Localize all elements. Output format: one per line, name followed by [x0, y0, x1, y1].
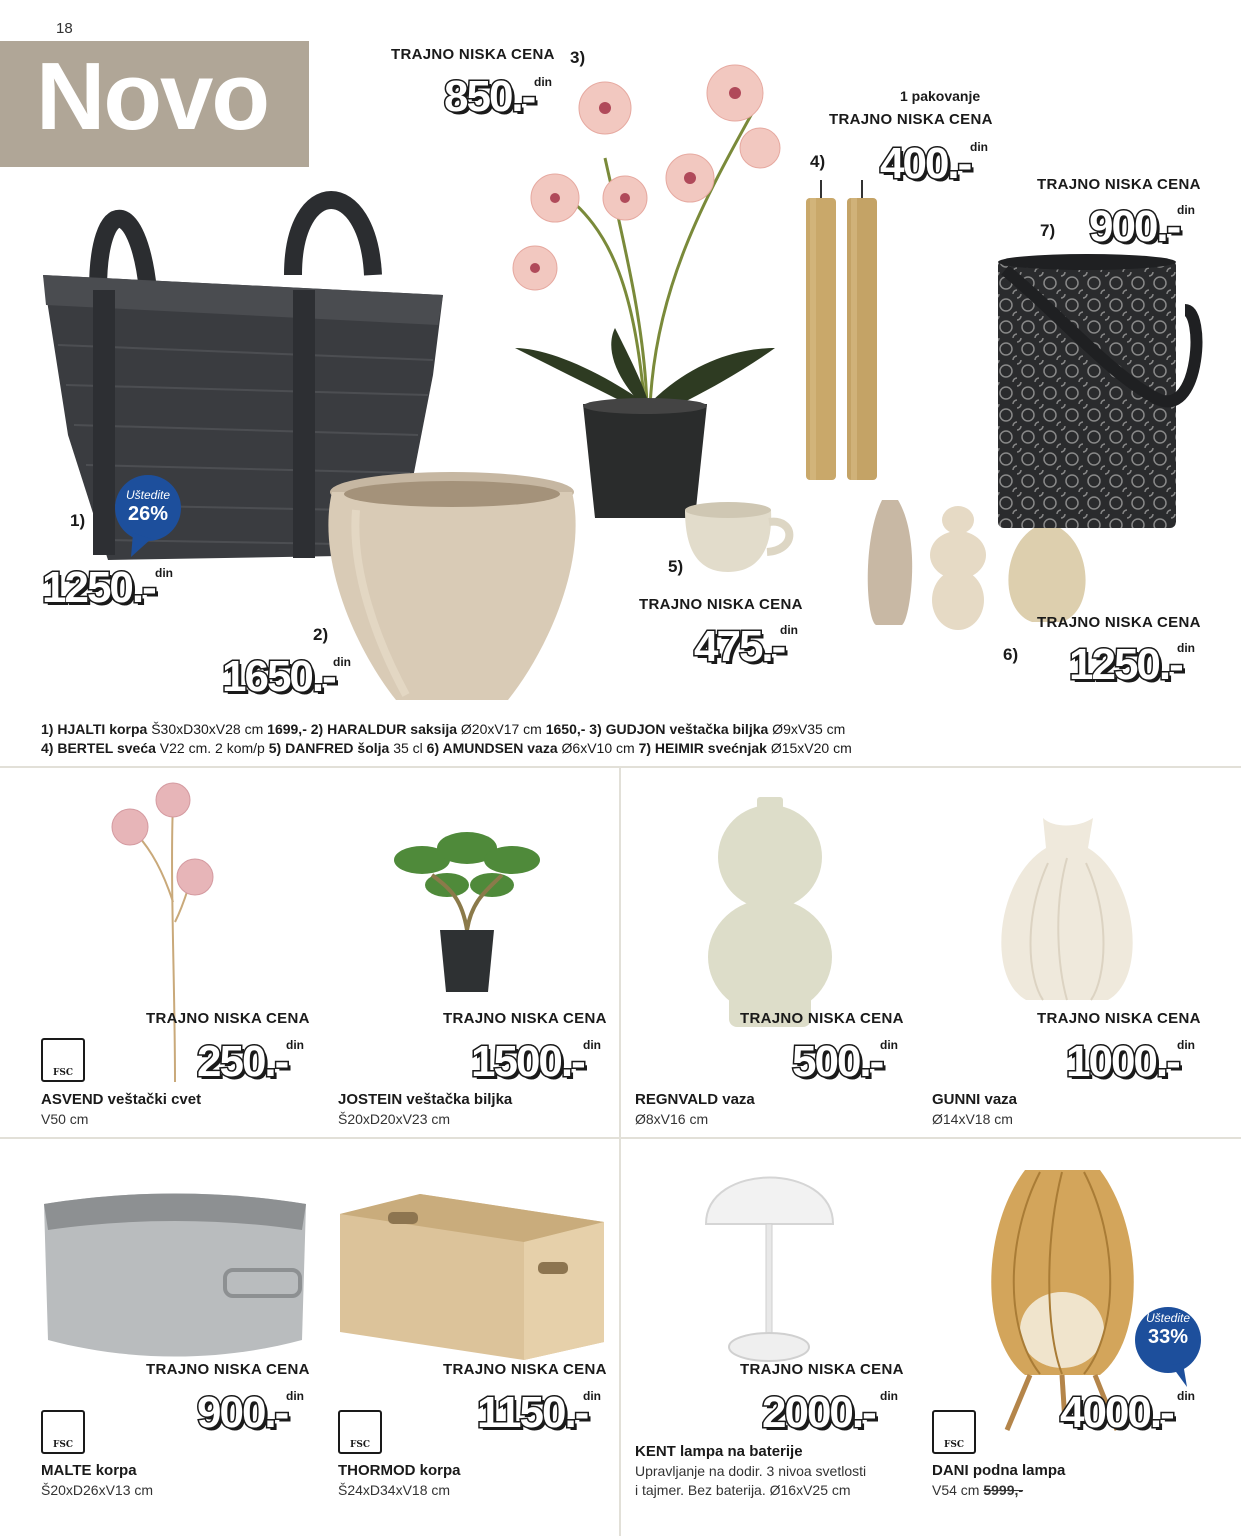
price-amundsen: 1250.- — [1069, 640, 1182, 689]
price-danfred: 475.- — [694, 622, 785, 671]
product-name-dani: DANI podna lampa — [932, 1462, 1066, 1479]
price-malte: 900.- — [197, 1388, 288, 1437]
product-dim-asvend: V50 cm — [41, 1111, 89, 1127]
kent-lamp-image — [702, 1152, 837, 1367]
price-dani: 4000.- — [1060, 1388, 1173, 1437]
bertel-candles-image — [800, 180, 885, 482]
tnc-label-7: TRAJNO NISKA CENA — [1037, 176, 1201, 193]
tnc-label-regnvald: TRAJNO NISKA CENA — [740, 1010, 904, 1027]
din-label: din — [286, 1038, 304, 1052]
tnc-label-thormod: TRAJNO NISKA CENA — [443, 1361, 607, 1378]
din-label: din — [880, 1389, 898, 1403]
price-gunni: 1000.- — [1066, 1037, 1179, 1086]
malte-basket-image — [40, 1190, 310, 1365]
pack-note: 1 pakovanje — [900, 88, 981, 104]
product-dim-kent-2: i tajmer. Bez baterija. Ø16xV25 cm — [635, 1482, 851, 1498]
product-name-regnvald: REGNVALD vaza — [635, 1091, 755, 1108]
fsc-logo: FSC — [41, 1038, 85, 1082]
tnc-label-asvend: TRAJNO NISKA CENA — [146, 1010, 310, 1027]
din-label: din — [534, 75, 552, 89]
product-dim-jostein: Š20xD20xV23 cm — [338, 1111, 451, 1127]
tnc-label-4: TRAJNO NISKA CENA — [829, 111, 993, 128]
tnc-label-kent: TRAJNO NISKA CENA — [740, 1361, 904, 1378]
din-label: din — [333, 655, 351, 669]
din-label: din — [880, 1038, 898, 1052]
price-heimir: 900.- — [1089, 202, 1180, 251]
product-name-gunni: GUNNI vaza — [932, 1091, 1018, 1108]
din-label: din — [583, 1389, 601, 1403]
product-dim-kent: Upravljanje na dodir. 3 nivoa svetlosti — [635, 1463, 867, 1479]
din-label: din — [970, 140, 988, 154]
price-bertel: 400.- — [880, 139, 971, 188]
hero-badge-1: Uštedite 26% — [125, 488, 171, 525]
item-number-2: 2) — [313, 625, 329, 644]
tnc-label-malte: TRAJNO NISKA CENA — [146, 1361, 310, 1378]
price-haraldur: 1650.- — [222, 652, 335, 701]
item-number-3: 3) — [570, 48, 586, 67]
tnc-label-6: TRAJNO NISKA CENA — [1037, 614, 1201, 631]
item-number-1: 1) — [70, 511, 86, 530]
price-thormod: 1150.- — [477, 1388, 588, 1437]
din-label: din — [286, 1389, 304, 1403]
price-regnvald: 500.- — [792, 1037, 883, 1086]
product-dim-malte: Š20xD26xV13 cm — [41, 1482, 154, 1498]
item-number-4: 4) — [810, 152, 826, 171]
fsc-logo: FSC — [338, 1410, 382, 1454]
din-label: din — [1177, 641, 1195, 655]
din-label: din — [1177, 1038, 1195, 1052]
hero-desc-line-1: 1) HJALTI korpa Š30xD30xV28 cm 1699,- 2) HARALDUR saksija Ø20xV17 cm 1650,- 3) GUDJON veštačka biljka Ø9xV35 cm — [41, 721, 846, 737]
din-label: din — [1177, 1389, 1195, 1403]
price-hjalti: 1250.- — [42, 563, 155, 612]
old-price-dani: 5999,- — [983, 1482, 1024, 1498]
tnc-label-jostein: TRAJNO NISKA CENA — [443, 1010, 607, 1027]
price-gudjon: 850.- — [444, 72, 535, 121]
item-number-7: 7) — [1040, 221, 1056, 240]
jostein-plant-image — [392, 830, 542, 995]
gunni-vase-image — [998, 818, 1136, 1003]
price-kent: 2000.- — [762, 1388, 875, 1437]
product-dim-gunni: Ø14xV18 cm — [932, 1111, 1013, 1127]
novo-banner — [0, 41, 309, 167]
tnc-label-gunni: TRAJNO NISKA CENA — [1037, 1010, 1201, 1027]
item-number-6: 6) — [1003, 645, 1019, 664]
din-label: din — [583, 1038, 601, 1052]
divider — [619, 768, 621, 1536]
product-dim-regnvald: Ø8xV16 cm — [635, 1111, 709, 1127]
fsc-logo: FSC — [932, 1410, 976, 1454]
din-label: din — [780, 623, 798, 637]
tnc-label-5: TRAJNO NISKA CENA — [639, 596, 803, 613]
danfred-cup-image — [683, 500, 798, 575]
fsc-logo: FSC — [41, 1410, 85, 1454]
product-name-malte: MALTE korpa — [41, 1462, 137, 1479]
dani-badge: Uštedite 33% — [1145, 1311, 1191, 1348]
product-name-thormod: THORMOD korpa — [338, 1462, 461, 1479]
price-jostein: 1500.- — [471, 1037, 584, 1086]
din-label: din — [155, 566, 173, 580]
hero-desc-line-2: 4) BERTEL sveća V22 cm. 2 kom/p 5) DANFRED šolja 35 cl 6) AMUNDSEN vaza Ø6xV10 cm 7) HEIMIR svećnjak Ø15xV20 cm — [41, 740, 852, 756]
tnc-label-3: TRAJNO NISKA CENA — [391, 46, 555, 63]
price-asvend: 250.- — [197, 1037, 288, 1086]
gudjon-orchid-image — [495, 48, 830, 528]
product-name-kent: KENT lampa na baterije — [635, 1443, 803, 1460]
item-number-5: 5) — [668, 557, 684, 576]
product-dim-thormod: Š24xD34xV18 cm — [338, 1482, 451, 1498]
product-dim-dani: V54 cm 5999,- — [932, 1482, 1024, 1498]
din-label: din — [1177, 203, 1195, 217]
banner-title: Novo — [36, 43, 268, 150]
regnvald-vase-image — [705, 797, 835, 1029]
heimir-lantern-image — [995, 250, 1203, 532]
thormod-box-image — [338, 1192, 606, 1362]
product-name-jostein: JOSTEIN veštačka biljka — [338, 1091, 513, 1108]
page-number: 18 — [56, 20, 73, 37]
product-name-asvend: ASVEND veštački cvet — [41, 1091, 202, 1108]
